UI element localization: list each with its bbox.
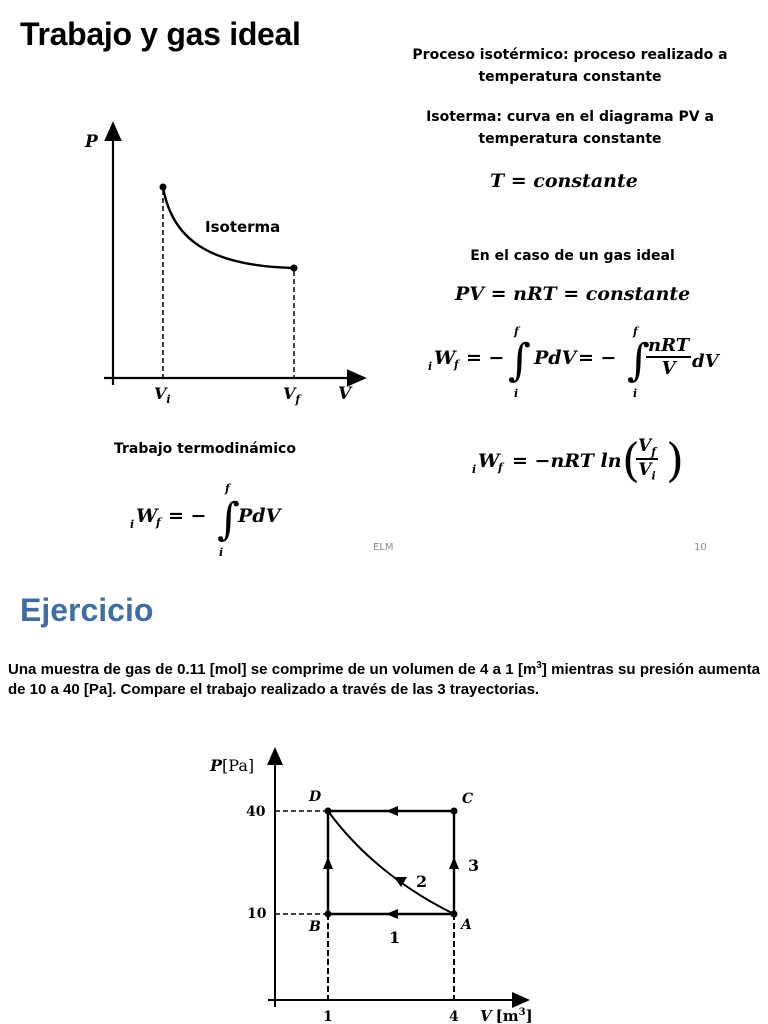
tick-v-1: 1 (323, 1009, 333, 1024)
point-c (451, 808, 458, 815)
point-a (451, 911, 458, 918)
isotherm-graph (85, 120, 380, 420)
tick-p-10: 10 (247, 906, 267, 922)
label-c: C (462, 791, 474, 807)
slide-number: 10 (694, 542, 707, 553)
label-b: B (309, 919, 321, 935)
p-axis-label: P[Pa] (210, 756, 255, 775)
thermodynamic-work-equation: i W f = − f ∫ i PdV (130, 482, 281, 559)
x-axis-label: V (338, 384, 352, 404)
path-label-2: 2 (416, 872, 428, 891)
exercise-title: Ejercicio (20, 592, 154, 628)
work-integral-equation: i W f = − f ∫ i PdV = − f ∫ i nRT V dV (428, 325, 719, 400)
thermodynamic-work-label: Trabajo termodinámico (114, 441, 296, 457)
final-point (291, 265, 298, 272)
y-axis-label: P (85, 132, 98, 152)
path-label-1: 1 (389, 928, 401, 947)
vi-label: $V_i$ (154, 384, 171, 406)
isothermal-definition: Proceso isotérmico: proceso realizado a temperatura constante (412, 47, 728, 85)
pv-path-diagram (200, 745, 560, 1024)
path-label-3: 3 (468, 856, 480, 875)
point-b (325, 911, 332, 918)
vf-label: $V_f$ (283, 384, 301, 406)
path-a-d-isotherm (328, 811, 454, 914)
footer-author: ELM (373, 542, 394, 553)
label-d: D (309, 789, 322, 805)
isotherm-label: Isoterma (205, 218, 281, 236)
tick-p-40: 40 (246, 804, 266, 820)
isotherm-definition: Isoterma: curva en el diagrama PV a temperatura constante (426, 109, 714, 147)
ideal-gas-case-label: En el caso de un gas ideal (470, 248, 675, 264)
v-axis-label: V $[m^3]$ (480, 1007, 533, 1024)
tick-v-4: 4 (449, 1009, 459, 1024)
initial-point (160, 184, 167, 191)
pv-equation: PV = nRT = constante (455, 283, 691, 305)
label-a: A (461, 917, 472, 933)
t-constant-equation: T = constante (490, 170, 638, 192)
work-result-equation: i W f = −nRT ln ( $\frac{V_f}{V_i}$ ) (472, 433, 684, 487)
slide-title: Trabajo y gas ideal (20, 16, 301, 52)
point-d (325, 808, 332, 815)
exercise-statement: Una muestra de gas de 0.11 [mol] se comprime de un volumen de 4 a 1 $[m^3]$ mientras su presión aumenta de 10 a 40 [Pa]. Compare el trabajo realizado a través de las 3 trayectorias. (8, 660, 760, 698)
